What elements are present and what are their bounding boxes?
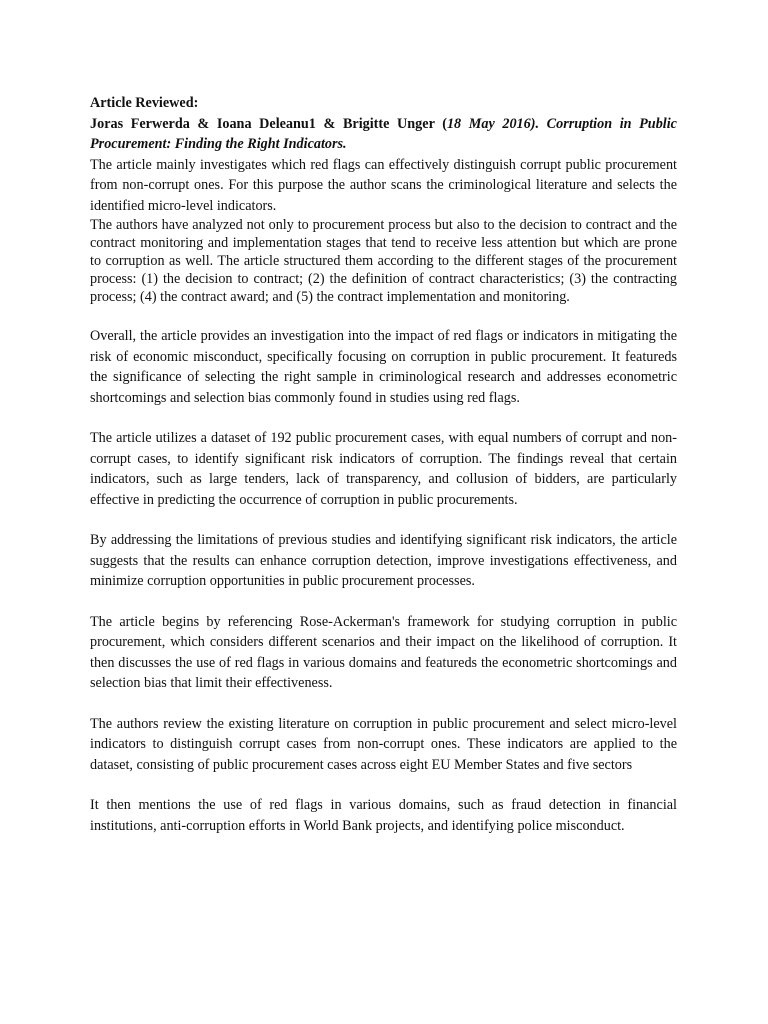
citation-title: ). Corruption in Public Procurement: Finding the Right Indicators. [90, 115, 677, 152]
document-page [90, 93, 677, 836]
paragraph-5: By addressing the limitations of previous studies and identifying significant risk indicators, the article suggests that the results can enhance corruption detection, improve investigations effectiveness, and minimize corruption opportunities in public procurement processes. [90, 532, 677, 589]
section-heading: Article Reviewed: [90, 95, 199, 111]
paragraph-8: It then mentions the use of red flags in various domains, such as fraud detection in financial institutions, anti-corruption efforts in World Bank projects, and identifying police misconduct. [90, 797, 677, 834]
paragraph-7: The authors review the existing literature on corruption in public procurement and select micro-level indicators to distinguish corrupt cases from non-corrupt ones. These indicators are applied to the dataset, consisting of public procurement cases across eight EU Member States and five sectors [90, 715, 677, 773]
paragraph-1: The article mainly investigates which red flags can effectively distinguish corrupt public procurement from non-corrupt ones. For this purpose the author scans the criminological literature and selects the identified micro-level indicators. [90, 156, 677, 214]
paragraph-6: The article begins by referencing Rose-Ackerman's framework for studying corruption in public procurement, which considers different scenarios and their impact on the likelihood of corruption. It then discusses the use of red flags in various domains and featureds the econometric shortcomings and selection bias that limit their effectiveness. [90, 613, 677, 691]
citation-authors: Joras Ferwerda & Ioana Deleanu1 & Brigitte Unger [90, 115, 435, 132]
paragraph-3: Overall, the article provides an investigation into the impact of red flags or indicators in mitigating the risk of economic misconduct, specifically focusing on corruption in public procurement. It featureds the significance of selecting the right sample in criminological research and addresses econometric shortcomings and selection bias commonly found in studies using red flags. [90, 328, 677, 406]
paragraph-4: The article utilizes a dataset of 192 public procurement cases, with equal numbers of corrupt and non-corrupt cases, to identify significant risk indicators of corruption. The findings reveal that certain indicators, such as large tenders, lack of transparency, and collusion of bidders, are particularly effective in predicting the occurrence of corruption in public procurements. [90, 430, 677, 508]
citation-open-paren: ( [434, 115, 447, 132]
citation [90, 114, 677, 155]
citation-date: 18 May 2016 [446, 115, 531, 132]
paragraph-2: The authors have analyzed not only to procurement process but also to the decision to contract and the contract monitoring and implementation stages that tend to receive less attention but which are prone to corruption as well. The article structured them according to the different stages of the procurement process: (1) the decision to contract; (2) the definition of contract characteristics; (3) the contracting process; (4) the contract award; and (5) the contract implementation and monitoring. [90, 217, 677, 305]
